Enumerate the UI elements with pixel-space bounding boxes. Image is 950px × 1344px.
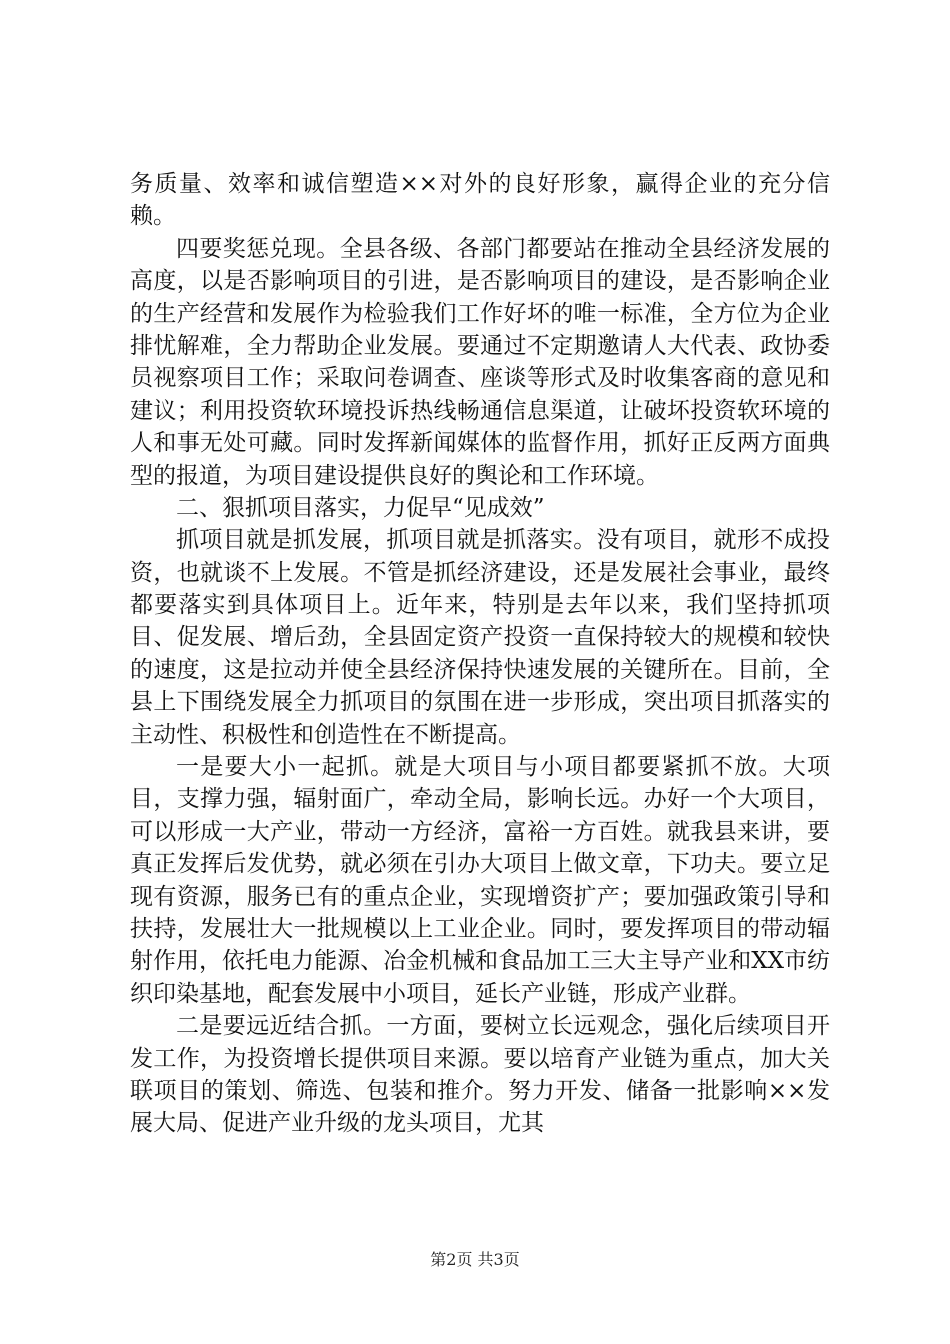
page-number-footer: 第2页 共3页	[430, 1250, 520, 1269]
section-heading-project-implementation: 二、狠抓项目落实，力促早“见成效”	[176, 494, 545, 521]
paragraph-projects-development: 抓项目就是抓发展，抓项目就是抓落实。没有项目，就形不成投资，也就谈不上发展。不管是抓经济建设，还是发展社会事业，最终都要落实到具体项目上。近年来，特别是去年以来，我们坚持抓项目、促发展、增后劲，全县固定资产投资一直保持较大的规模和较快的速度，这是拉动并使全县经济保持快速发展的关键所在。目前，全县上下围绕发展全力抓项目的氛围在进一步形成，突出项目抓落实的主动性、积极性和创造性在不断提高。	[130, 527, 830, 748]
document-body	[130, 168, 830, 1140]
paragraph-rewards-penalties: 四要奖惩兑现。全县各级、各部门都要站在推动全县经济发展的高度，以是否影响项目的引进，是否影响项目的建设，是否影响企业的生产经营和发展作为检验我们工作好坏的唯一标准，全方位为企业排忧解难，全力帮助企业发展。要通过不定期邀请人大代表、政协委员视察项目工作；采取问卷调查、座谈等形式及时收集客商的意见和建议；利用投资软环境投诉热线畅通信息渠道，让破坏投资软环境的人和事无处可藏。同时发挥新闻媒体的监督作用，抓好正反两方面典型的报道，为项目建设提供良好的舆论和工作环境。	[130, 235, 830, 489]
paragraph-long-short-term: 二是要远近结合抓。一方面，要树立长远观念，强化后续项目开发工作，为投资增长提供项目来源。要以培育产业链为重点，加大关联项目的策划、筛选、包装和推介。努力开发、储备一批影响××发展大局、促进产业升级的龙头项目，尤其	[130, 1013, 830, 1137]
paragraph-continuation: 务质量、效率和诚信塑造××对外的良好形象，赢得企业的充分信赖。	[130, 171, 830, 230]
paragraph-large-small-projects: 一是要大小一起抓。就是大项目与小项目都要紧抓不放。大项目，支撑力强，辐射面广，牵动全局，影响长远。办好一个大项目，可以形成一大产业，带动一方经济，富裕一方百姓。就我县来讲，要真正发挥后发优势，就必须在引办大项目上做文章，下功夫。要立足现有资源，服务已有的重点企业，实现增资扩产；要加强政策引导和扶持，发展壮大一批规模以上工业企业。同时，要发挥项目的带动辐射作用，依托电力能源、冶金机械和食品加工三大主导产业和XX市纺织印染基地，配套发展中小项目，延长产业链，形成产业群。	[130, 754, 830, 1007]
